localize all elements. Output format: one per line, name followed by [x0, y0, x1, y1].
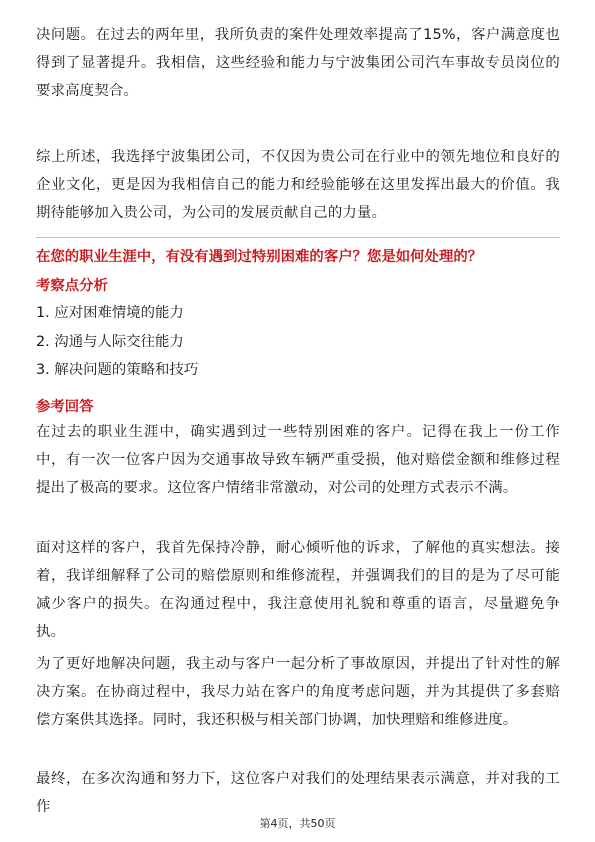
answer-paragraph-3: 为了更好地解决问题，我主动与客户一起分析了事故原因，并提出了针对性的解决方案。在协商过程中，我尽力站在客户的角度考虑问题，并为其提供了多套赔偿方案供其选择。同时，我还积极与相关部门协调，加快理赔和维修进度。 — [36, 656, 560, 728]
list-item: 2. 沟通与人际交往能力 — [36, 333, 184, 350]
section-divider — [36, 237, 560, 238]
answer-paragraph-1: 在过去的职业生涯中，确实遇到过一些特别困难的客户。记得在我上一份工作中，有一次一位客户因为交通事故导致车辆严重受损，他对赔偿金额和维修过程提出了极高的要求。这位客户情绪非常激动，对公司的处理方式表示不满。 — [36, 424, 560, 496]
interview-question: 在您的职业生涯中，有没有遇到过特别困难的客户？您是如何处理的？ — [36, 249, 483, 265]
points-list — [36, 299, 198, 385]
list-item: 1. 应对困难情境的能力 — [36, 305, 184, 321]
answer-paragraph-4: 最终，在多次沟通和努力下，这位客户对我们的处理结果表示满意，并对我的工作 — [36, 771, 560, 815]
answer-paragraph-2: 面对这样的客户，我首先保持冷静，耐心倾听他的诉求，了解他的真实想法。接着，我详细解释了公司的赔偿原则和维修流程，并强调我们的目的是为了尽可能减少客户的损失。在沟通过程中，我注意使用礼貌和尊重的语言，尽量避免争执。 — [36, 540, 560, 640]
summary-paragraph: 综上所述，我选择宁波集团公司，不仅因为贵公司在行业中的领先地位和良好的企业文化，更是因为我相信自己的能力和经验能够在这里发挥出最大的价值。我期待能够加入贵公司，为公司的发展贡献自己的力量。 — [36, 149, 560, 221]
page-number-footer: 第4页，共50页 — [259, 817, 336, 830]
points-analysis-title: 考察点分析 — [36, 278, 108, 294]
list-item: 3. 解决问题的策略和技巧 — [36, 362, 199, 378]
reference-answer-title: 参考回答 — [36, 399, 94, 415]
continuation-paragraph: 决问题。在过去的两年里，我所负责的案件处理效率提高了15%，客户满意度也得到了显著提升。我相信，这些经验和能力与宁波集团公司汽车事故专员岗位的要求高度契合。 — [36, 27, 560, 99]
